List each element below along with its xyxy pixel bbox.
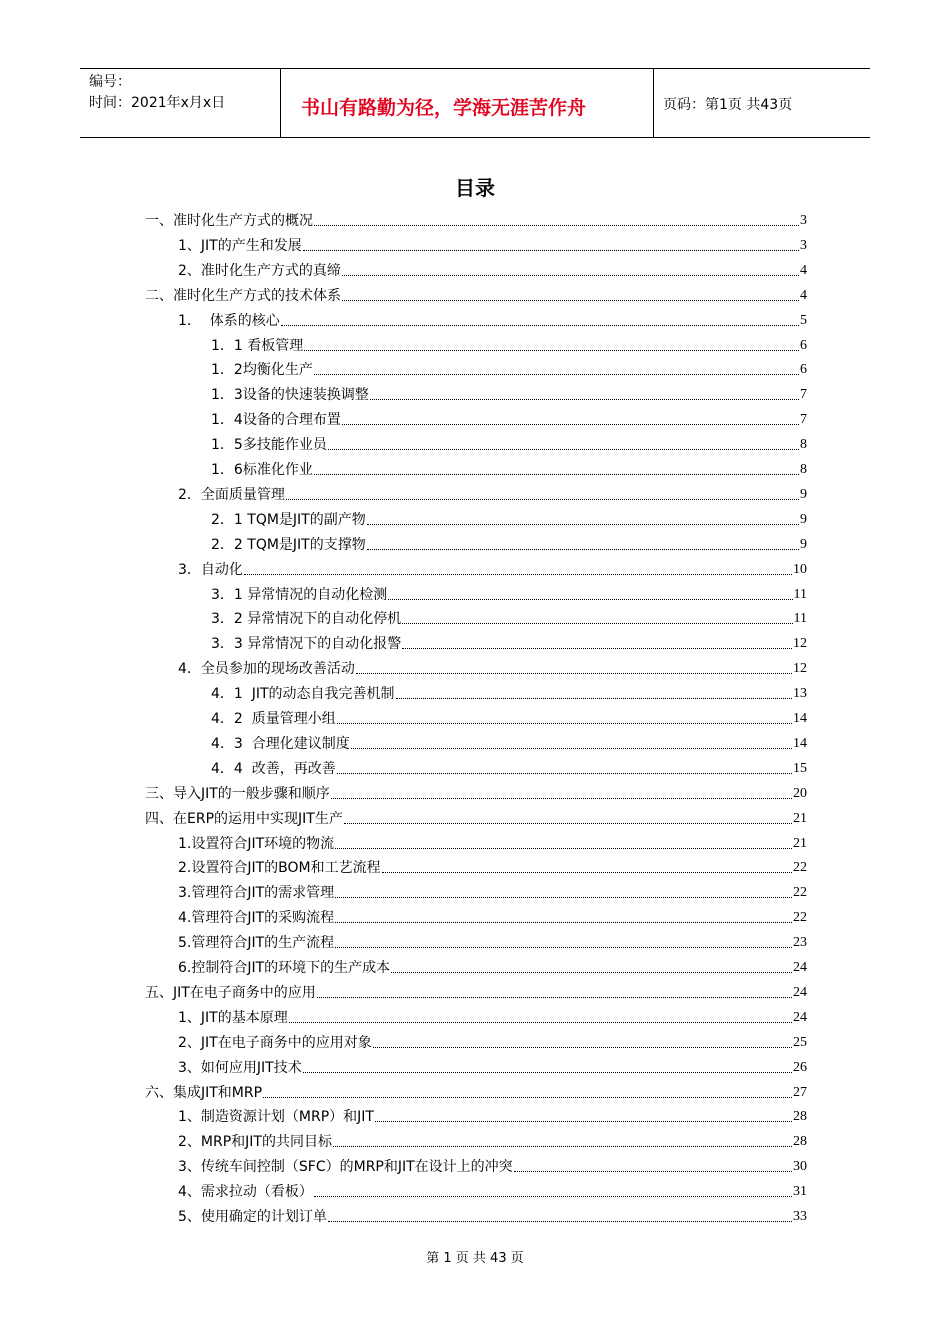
toc-entry-page-number: 33 [793,1209,807,1224]
toc-entry[interactable] [178,1206,807,1226]
toc-entry[interactable] [145,1082,807,1102]
toc-entry-label: 二、准时化生产方式的技术体系 [145,287,341,304]
header-meta [80,69,281,137]
toc-entry-label: 1．1 看板管理 [211,337,304,354]
toc-entry[interactable] [145,982,807,1002]
toc-dot-leader [396,698,792,699]
toc-dot-leader [263,1097,792,1098]
toc-entry-page-number: 13 [793,686,807,702]
toc-entry-label: 2、JIT在电子商务中的应用对象 [178,1034,372,1051]
toc-entry-label: 1．4设备的合理布置 [211,412,341,429]
document-number-label: 编号： [89,74,131,90]
toc-entry-label: 一、准时化生产方式的概况 [145,213,313,229]
toc-dot-leader [335,848,792,849]
toc-dot-leader [303,1072,792,1073]
toc-entry[interactable] [211,459,807,479]
toc-dot-leader [314,1196,792,1197]
toc-entry[interactable] [178,1131,807,1151]
toc-entry-page-number: 12 [793,661,807,677]
toc-entry[interactable] [178,559,807,579]
toc-dot-leader [388,599,792,600]
toc-entry[interactable] [211,708,807,728]
toc-entry-page-number: 20 [793,785,807,801]
toc-dot-leader [342,275,799,276]
page-footer: 第 1 页 共 43 页 [426,1251,524,1266]
toc-entry-page-number: 10 [793,561,807,577]
toc-dot-leader [342,424,799,425]
toc-dot-leader [317,997,792,998]
toc-entry-label: 4．2 质量管理小组 [211,711,336,727]
toc-entry-label: 4．1 JIT的动态自我完善机制 [211,686,395,703]
toc-entry[interactable] [211,384,807,404]
toc-entry-page-number: 21 [793,810,807,826]
toc-entry-page-number: 22 [793,885,807,901]
toc-entry[interactable] [178,1106,807,1126]
toc-dot-leader [244,574,792,575]
toc-entry-page-number: 24 [793,1009,807,1025]
toc-entry[interactable] [145,285,807,305]
toc-entry-label: 6.控制符合JIT的环境下的生产成本 [178,960,391,976]
toc-entry-page-number: 25 [793,1034,807,1050]
toc-entry[interactable] [178,1181,807,1201]
toc-entry-label: 1．6标准化作业 [211,462,313,478]
toc-dot-leader [337,723,792,724]
toc-entry[interactable] [145,210,807,230]
toc-entry-page-number: 11 [793,611,807,627]
toc-entry[interactable] [178,1156,807,1176]
document-date: 时间：2021年x月x日 [89,95,226,111]
toc-entry-page-number: 23 [793,935,807,951]
toc-entry-label: 1． 体系的核心 [178,312,280,329]
toc-entry-page-number: 6 [800,362,807,378]
toc-dot-leader [335,947,792,948]
toc-entry[interactable] [178,882,807,902]
toc-entry-page-number: 7 [800,412,807,428]
toc-entry-page-number: 22 [793,910,807,926]
toc-entry-page-number: 4 [800,262,807,278]
toc-entry[interactable] [178,1032,807,1052]
toc-entry-label: 1、JIT的产生和发展 [178,237,302,254]
toc-dot-leader [333,1146,792,1147]
toc-entry-label: 2．2 TQM是JIT的支撑物 [211,536,366,553]
toc-dot-leader [375,1121,792,1122]
toc-dot-leader [367,524,799,525]
toc-entry[interactable] [211,434,807,454]
toc-entry[interactable] [211,683,807,703]
toc-entry[interactable] [178,957,807,977]
toc-entry-page-number: 28 [793,1109,807,1125]
toc-entry-page-number: 5 [800,312,807,328]
toc-dot-leader [314,374,799,375]
toc-entry[interactable] [178,1057,807,1077]
toc-entry-label: 六、集成JIT和MRP [145,1084,263,1101]
toc-entry-page-number: 14 [793,735,807,751]
toc-entry-page-number: 9 [800,486,807,502]
toc-entry-page-number: 8 [800,462,807,477]
toc-dot-leader [342,300,799,301]
toc-dot-leader [314,474,799,475]
toc-entry[interactable] [211,733,807,753]
toc-entry-label: 3．自动化 [178,561,243,578]
toc-dot-leader [402,648,792,649]
toc-entry-page-number: 26 [793,1059,807,1075]
toc-entry-label: 1．2均衡化生产 [211,362,313,379]
toc-dot-leader [391,972,792,973]
toc-entry-label: 2、MRP和JIT的共同目标 [178,1134,332,1151]
toc-entry-page-number: 28 [793,1134,807,1150]
toc-entry-page-number: 30 [793,1159,807,1175]
toc-entry-page-number: 22 [793,860,807,876]
header-motto: 书山有路勤为径，学海无涯苦作舟 [281,69,654,137]
toc-entry-label: 4、需求拉动（看板） [178,1184,313,1201]
toc-entry-label: 1、制造资源计划（MRP）和JIT [178,1109,374,1126]
toc-entry-page-number: 24 [793,984,807,1000]
toc-entry[interactable] [211,359,807,379]
toc-entry[interactable] [178,857,807,877]
toc-entry-page-number: 24 [793,960,807,975]
toc-entry-label: 3、传统车间控制（SFC）的MRP和JIT在设计上的冲突 [178,1159,513,1176]
toc-entry-label: 3．2 异常情况下的自动化停机 [211,611,402,628]
toc-dot-leader [335,922,792,923]
toc-entry-label: 3．3 异常情况下的自动化报警 [211,636,402,653]
toc-entry[interactable] [178,235,807,255]
toc-entry-page-number: 31 [793,1184,807,1200]
toc-entry-label: 四、在ERP的运用中实现JIT生产 [145,810,343,827]
toc-dot-leader [328,1221,792,1222]
toc-entry-label: 5.管理符合JIT的生产流程 [178,935,335,952]
toc-entry-label: 2、准时化生产方式的真缔 [178,262,341,279]
toc-entry-label: 1．3设备的快速装换调整 [211,387,369,404]
toc-entry[interactable] [211,335,807,355]
toc-entry-label: 3、如何应用JIT技术 [178,1059,302,1076]
toc-dot-leader [370,399,799,400]
toc-entry[interactable] [145,808,807,828]
toc-entry-page-number: 14 [793,711,807,726]
toc-entry[interactable] [211,509,807,529]
toc-entry[interactable] [211,758,807,778]
toc-entry-page-number: 7 [800,387,807,403]
toc-dot-leader [367,549,799,550]
toc-dot-leader [351,748,792,749]
toc-entry-label: 3.管理符合JIT的需求管理 [178,885,335,902]
toc-dot-leader [344,823,792,824]
toc-entry-page-number: 4 [800,287,807,303]
toc-dot-leader [314,225,799,226]
toc-entry-page-number: 3 [800,237,807,253]
toc-entry-label: 1.设置符合JIT环境的物流 [178,835,335,852]
toc-dot-leader [303,250,799,251]
toc-entry[interactable] [211,584,807,604]
toc-entry-label: 三、导入JIT的一般步骤和顺序 [145,785,330,802]
header-page-info: 页码：第1页 共43页 [663,97,793,113]
toc-entry-label: 2．全面质量管理 [178,486,285,503]
toc-entry-label: 4．全员参加的现场改善活动 [178,661,355,678]
toc-dot-leader [286,499,799,500]
toc-entry-label: 4.管理符合JIT的采购流程 [178,910,335,927]
toc-entry-label: 5、使用确定的计划订单 [178,1209,327,1225]
toc-dot-leader [514,1171,792,1172]
toc-entry-label: 1、JIT的基本原理 [178,1009,288,1026]
toc-entry[interactable] [178,484,807,504]
toc-dot-leader [337,773,792,774]
toc-entry[interactable] [178,310,807,330]
toc-entry-page-number: 3 [800,213,807,228]
toc-entry[interactable] [211,534,807,554]
toc-entry-page-number: 11 [793,586,807,602]
toc-entry-page-number: 27 [793,1084,807,1100]
toc-dot-leader [331,798,792,799]
toc-entry-label: 2.设置符合JIT的BOM和工艺流程 [178,860,381,877]
toc-dot-leader [382,872,792,873]
page-header [80,68,870,138]
toc-entry[interactable] [211,633,807,653]
toc-entry-label: 1．5多技能作业员 [211,437,327,454]
toc-entry-page-number: 6 [800,337,807,353]
toc-entry[interactable] [211,409,807,429]
toc-entry-page-number: 8 [800,437,807,453]
page-title: 目录 [455,176,495,200]
toc-entry[interactable] [178,658,807,678]
toc-entry[interactable] [178,1007,807,1027]
toc-dot-leader [289,1022,792,1023]
toc-dot-leader [328,449,799,450]
toc-dot-leader [281,325,799,326]
toc-entry-label: 2．1 TQM是JIT的副产物 [211,511,366,528]
toc-entry-page-number: 15 [793,760,807,776]
toc-entry-label: 4．3 合理化建议制度 [211,735,350,752]
toc-entry[interactable] [178,907,807,927]
toc-dot-leader [373,1047,792,1048]
toc-dot-leader [356,673,792,674]
toc-entry-page-number: 9 [800,511,807,527]
toc-entry[interactable] [145,783,807,803]
toc-dot-leader [335,897,792,898]
toc-entry[interactable] [178,260,807,280]
toc-dot-leader [304,350,799,351]
toc-dot-leader [402,623,792,624]
toc-entry[interactable] [211,608,807,628]
toc-entry-label: 3．1 异常情况的自动化检测 [211,586,388,603]
toc-entry-label: 五、JIT在电子商务中的应用 [145,984,316,1001]
toc-entry-page-number: 9 [800,536,807,552]
toc-entry-page-number: 12 [793,636,807,652]
toc-entry-label: 4．4 改善，再改善 [211,760,336,777]
toc-entry[interactable] [178,833,807,853]
toc-entry-page-number: 21 [793,835,807,851]
toc-entry[interactable] [178,932,807,952]
